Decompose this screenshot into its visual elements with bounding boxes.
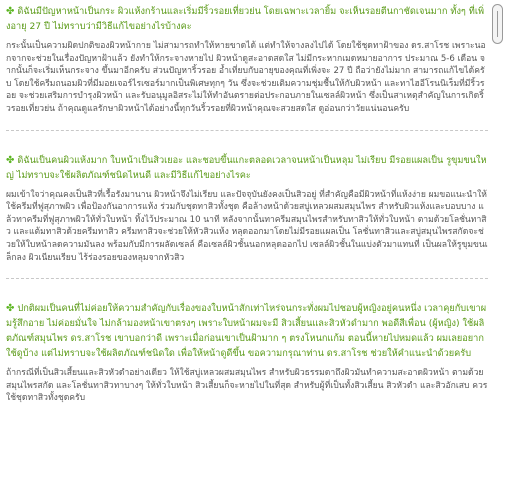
clover-icon: ✤ — [6, 303, 15, 315]
faq-answer: กระนั้นเป็นความผิดปกติของผิวหน้ากาย ไม่สามารถทำให้หายขาดได้ แต่ทำให้จางลงไปได้ โดยใช้ชุดทาฝ้าของ ดร.สาโรช เพราะนอกจากจะช่วยในเรื่องปัญหาฝ้าแล้ว ยังทำให้กระจางหายไป ผิวหน้าดูสะอาดสดใส ไม่มีกระหากเมดหมายอาการ ประมาณ 5-6 เดือน จากนั้นก็จะเริ่มเห็นกระจาง ขึ้นมาอีกครับ ส่วนปัญหาริ้วรอย อ้ำเที่ยบกับอายุของคุณที่เพิ่งจะ 27 ปี ถือว่ายังไม่มาก สามารถแก้ไขได้ครับ โดยใช้ครีมถนอมผิวที่มีมอยเจอร์ไรเซอร์มากเป็นพิเศษทุกๆ วัน ซึ่งจะช่วยเติมความชุ่มชื้นให้กับผิวหน้า และทาไฮอีโรนนิเร็มที่มีริ้วรอย จะช่วยเสริมการบำรุงผิวหน้า และรับอนุมูลอิสระไม่ให้ทำอันตรายต่อประกอบภายในเซลล์ผิวหน้า ซึ่งเป็นสาเหตุสำคัญในการเกิดริ้วรอยเที่ยวย่น ถ้าคุณดูแลรักษาผิวหน้าได้อย่างนี้ทุกวันริ้วรอยที่ผิวหน้าคุณจะสวยสดใส ดูอ่อนกว่าวัยแน่นอนครับ — [6, 41, 486, 114]
scrollbar-thumb[interactable] — [492, 4, 503, 44]
faq-question-text: ดิฉันมีปัญหาหน้าเป็นกระ ผิวแห้งกร้านและเริ่มมีริ้วรอยเที่ยวย่น โดยเฉพาะเวลายิ้ม จะเห็นรอยตีนกาชัดเจนมาก ทั้งๆ ที่เพิ่งอายุ 27 ปี ไม่ทราบว่ามีวิธีแก้ไขอย่างไรบ้างคะ — [6, 6, 485, 32]
faq-item — [6, 301, 488, 405]
faq-question — [6, 4, 488, 34]
faq-question — [6, 153, 488, 183]
divider — [6, 278, 488, 279]
faq-question-text: ดิฉันเป็นคนผิวแห้งมาก ใบหน้าเป็นสิวเยอะ และชอบขึ้นแกะตลอดเวลาจนหน้าเป็นหลุม ไม่เรียบ มีรอยแผลเป็น รูขุมขนใหญ่ ไม่ทราบจะใช้ผลิตภัณฑ์ชนิดไหนดี และมีวิธีแก้ไขอย่างไรคะ — [6, 154, 487, 181]
faq-item — [6, 4, 488, 116]
faq-list — [6, 4, 488, 405]
faq-item — [6, 153, 488, 265]
faq-question — [6, 301, 488, 361]
faq-question-text: ปกติผมเป็นคนที่ไม่ค่อยให้ความสำคัญกับเรื่องของใบหน้าสักเท่าไหร่จนกระทั่งผมไปชอบผู้หญิงอยู่คนหนึ่ง เวลาคุยกับเขาผมรู้สึกอาย ไม่ค่อยมั่นใจ ไม่กล้ามองหน้าเขาตรงๆ เพราะใบหน้าผมจะมี สิวเสี้ยนและสิวหัวดำมาก พอดีสีเพื่อน (ผู้หญิง) ใช้ผลิตภัณฑ์สมุนไพร ดร.สาโรช เขาบอกว่าดี เพราะเมื่อก่อนเขาเป็นฝ้ามาก ๆ ตรงโหนกแก้ม ตอนนี้หายไปหมดแล้ว ผมเลยอยากใช้ดูบ้าง แต่ไม่ทราบจะใช้ผลิตภัณฑ์ชนิดใด เพื่อให้หน้าดูดีขึ้น ขอความกรุณาท่าน ดร.สาโรช ช่วยให้คำแนะนำด้วยครับ — [6, 303, 487, 360]
faq-answer: ถ้ากรณีที่เป็นสิวเสี้ยนและสิวหัวดำอย่างเดียว ให้ใช้สบู่เหลวผสมสมุนไพร สำหรับผิวธรรมดาถึงผิวมันทำความสะอาดผิวหน้า ตามด้วยสมุนไพรสกัด และโลชั่นทาสิวทาบางๆ ให้ทั่วใบหน้า สิวเสี้ยนก็จะหายไปในที่สุด สำหรับผู้ที่เป็นทั้งสิวเสี้ยน สิวหัวดำ และสิวอักเสบ ควรใช้ชุดทาสิวทั้งชุดครับ — [6, 368, 488, 404]
faq-answer: ผมเข้าใจว่าคุณคงเป็นสิวที่เรื้อรังมานาน ผิวหน้าจึงไม่เรียบ และปัจจุบันยังคงเป็นสิวอยู่ ที่สำคัญคือมีผิวหน้าที่แห้งง่าย ผมขอแนะนำให้ใช้ครีมที่ฟูสุภาพผิว เพื่อป้องกันอาการแห้ง ร่วมกับชุดทาสิวทั้งชุด คือล้างหน้าด้วยสบู่เหลวผสมสมุนไพร สำหรับผิวแห้งและบอบบาง แล้วทาครีมที่ฟูสุภาพผิวให้ทั่วใบหน้า ทิ้งไว้ประมาณ 10 นาที หลังจากนั้นทาครีมสมุนไพรสำหรับทาสิวให้ทั่วใบหน้า ตามด้วยโลชั่นทาสิว และแต้มทาสิวด้วยครีมทาสิว ครีมทาสิวจะช่วยให้หัวสิวแห้ง หลุดออกมาโดยไม่มีรอยแผลเป็น โลชั่นทาสิวและสบู่สมุนไพรสกัดจะช่วยให้ใบหน้าลดความมันลง พร้อมกับมีการผลัดเซลล์ คือเซลล์ผิวชั้นนอกหลุดออกไป เซลล์ผิวชั้นในแบ่งตัวมาแทนที่ เป็นผลให้รูขุมขนเล็กลง ผิวเนียนเรียบ ไร้ร่องรอยของหลุมจากหัวสิว — [6, 189, 488, 263]
clover-icon: ✤ — [6, 6, 15, 17]
clover-icon: ✤ — [6, 154, 15, 166]
divider — [6, 130, 488, 131]
